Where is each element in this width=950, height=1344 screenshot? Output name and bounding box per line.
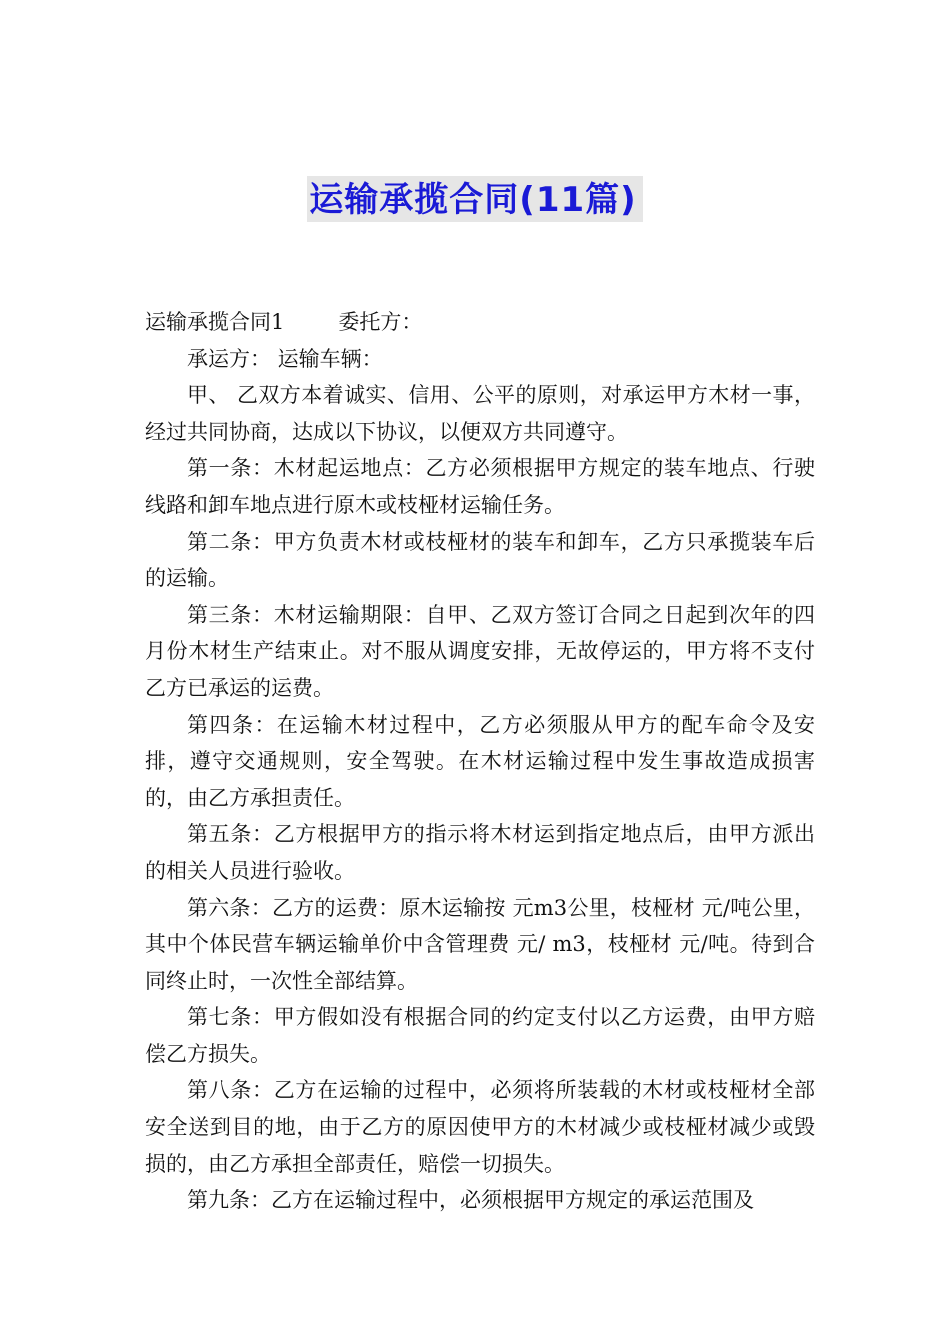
title-wrapper xyxy=(0,176,950,222)
paragraph-article-8: 第八条：乙方在运输的过程中，必须将所装载的木材或枝桠材全部安全送到目的地，由于乙方的原因使甲方的木材减少或枝桠材减少或毁损的，由乙方承担全部责任，赔偿一切损失。 xyxy=(145,1078,815,1176)
paragraph-carrier: 承运方： 运输车辆： xyxy=(187,346,383,371)
paragraph-article-6: 第六条：乙方的运费：原木运输按 元m3公里，枝桠材 元/吨公里，其中个体民营车辆运输单价中含管理费 元/ m3，枝桠材 元/吨。待到合同终止时，一次性全部结算。 xyxy=(145,895,815,993)
paragraph-preamble: 甲、 乙双方本着诚实、信用、公平的原则，对承运甲方木材一事，经过共同协商，达成以下协议，以便双方共同遵守。 xyxy=(145,383,815,444)
contract-heading-line xyxy=(145,304,815,341)
document-body xyxy=(145,304,815,1219)
document-title: 运输承揽合同(11篇) xyxy=(307,176,642,222)
paragraph-article-2: 第二条：甲方负责木材或枝桠材的装车和卸车，乙方只承揽装车后的运输。 xyxy=(145,529,815,591)
paragraph-article-7: 第七条：甲方假如没有根据合同的约定支付以乙方运费，由甲方赔偿乙方损失。 xyxy=(145,1005,815,1066)
paragraph-article-3: 第三条：木材运输期限：自甲、乙双方签订合同之日起到次年的四月份木材生产结束止。对不服从调度安排，无故停运的，甲方将不支付乙方已承运的运费。 xyxy=(145,602,815,700)
paragraph-article-4: 第四条：在运输木材过程中，乙方必须服从甲方的配车命令及安排，遵守交通规则，安全驾驶。在木材运输过程中发生事故造成损害的，由乙方承担责任。 xyxy=(145,712,815,810)
paragraph-article-1: 第一条：木材起运地点：乙方必须根据甲方规定的装车地点、行驶线路和卸车地点进行原木或枝桠材运输任务。 xyxy=(145,456,815,517)
contract-number-label: 运输承揽合同1 xyxy=(145,310,285,334)
paragraph-article-5: 第五条：乙方根据甲方的指示将木材运到指定地点后，由甲方派出的相关人员进行验收。 xyxy=(145,822,815,883)
paragraph-article-9: 第九条：乙方在运输过程中，必须根据甲方规定的承运范围及 xyxy=(187,1188,754,1213)
client-label: 委托方： xyxy=(338,310,423,334)
